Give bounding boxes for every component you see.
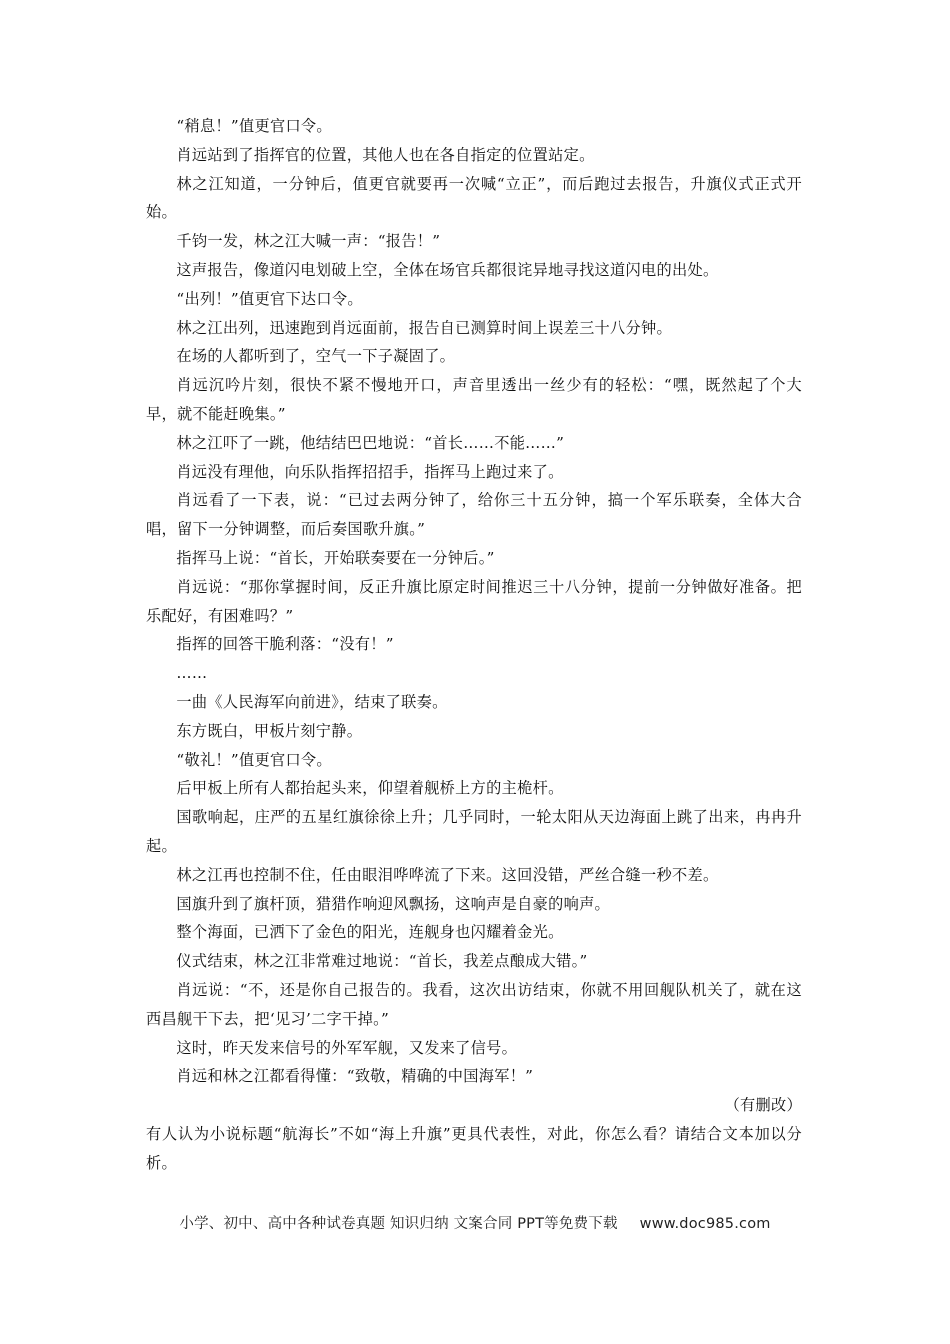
paragraph: 林之江再也控制不住，任由眼泪哗哗流了下来。这回没错，严丝合缝一秒不差。 <box>176 865 719 884</box>
paragraph: 东方既白，甲板片刻宁静。 <box>176 721 363 740</box>
footer-website-link[interactable]: www.doc985.com <box>639 1216 771 1232</box>
page-footer <box>0 1212 950 1233</box>
paragraph: 指挥马上说：“首长，开始联奏要在一分钟后。” <box>176 548 495 567</box>
question-text: 有人认为小说标题“航海长”不如“海上升旗”更具代表性，对此，你怎么看？请结合文本加以分析。 <box>146 1124 802 1172</box>
paragraph: 林之江知道，一分钟后，值更官就要再一次喊“立正”，而后跑过去报告，升旗仪式正式开始。 <box>146 174 802 222</box>
paragraph: 国歌响起，庄严的五星红旗徐徐上升；几乎同时，一轮太阳从天边海面上跳了出来，冉冉升起。 <box>146 808 802 855</box>
paragraph: 林之江出列，迅速跑到肖远面前，报告自已测算时间上误差三十八分钟。 <box>176 318 672 337</box>
paragraph: 肖远没有理他，向乐队指挥招招手，指挥马上跑过来了。 <box>176 462 564 481</box>
paragraph: “稍息！”值更官口令。 <box>176 117 332 135</box>
paragraph: 指挥的回答干脆利落：“没有！” <box>176 635 394 654</box>
article-body <box>146 112 802 1177</box>
paragraph: 在场的人都听到了，空气一下子凝固了。 <box>176 347 456 366</box>
paragraph: 这时，昨天发来信号的外军军舰，又发来了信号。 <box>176 1038 518 1057</box>
paragraph: 整个海面，已洒下了金色的阳光，连舰身也闪耀着金光。 <box>176 923 564 942</box>
paragraph: 肖远站到了指挥官的位置，其他人也在各自指定的位置站定。 <box>176 145 595 164</box>
paragraph: 仪式结束，林之江非常难过地说：“首长，我差点酿成大错。” <box>176 952 588 971</box>
paragraph: 肖远说：“那你掌握时间，反正升旗比原定时间推迟三十八分钟，提前一分钟做好准备。把乐配好，有困难吗？” <box>146 577 802 625</box>
paragraph: 国旗升到了旗杆顶，猎猎作响迎风飘扬，这响声是自豪的响声。 <box>176 894 611 913</box>
paragraph: 肖远说：“不，还是你自己报告的。我看，这次出访结束，你就不用回舰队机关了，就在这西昌舰干下去，把‘见习’二字干掉。” <box>146 980 802 1028</box>
source-note: （有删改） <box>724 1096 802 1115</box>
paragraph: 肖远沉吟片刻，很快不紧不慢地开口，声音里透出一丝少有的轻松：“嘿，既然起了个大早，就不能赶晚集。” <box>146 376 802 423</box>
paragraph: 肖远看了一下表，说：“已过去两分钟了，给你三十五分钟，搞一个军乐联奏，全体大合唱，留下一分钟调整，而后奏国歌升旗。” <box>146 491 802 539</box>
paragraph: …… <box>176 664 208 683</box>
paragraph: 千钧一发，林之江大喊一声：“报告！” <box>176 232 441 251</box>
paragraph: “出列！”值更官下达口令。 <box>176 289 363 308</box>
footer-ad-text: 小学、初中、高中各种试卷真题 知识归纳 文案合同 PPT等免费下载 <box>179 1216 618 1232</box>
paragraph: 一曲《人民海军向前进》，结束了联奏。 <box>176 692 448 711</box>
paragraph: 林之江吓了一跳，他结结巴巴地说：“首长……不能……” <box>176 433 565 452</box>
paragraph: 肖远和林之江都看得懂：“致敬，精确的中国海军！” <box>176 1067 534 1086</box>
paragraph: 这声报告，像道闪电划破上空，全体在场官兵都很诧异地寻找这道闪电的出处。 <box>176 260 719 279</box>
paragraph: “敬礼！”值更官口令。 <box>176 750 332 769</box>
paragraph: 后甲板上所有人都抬起头来，仰望着舰桥上方的主桅杆。 <box>176 779 564 798</box>
